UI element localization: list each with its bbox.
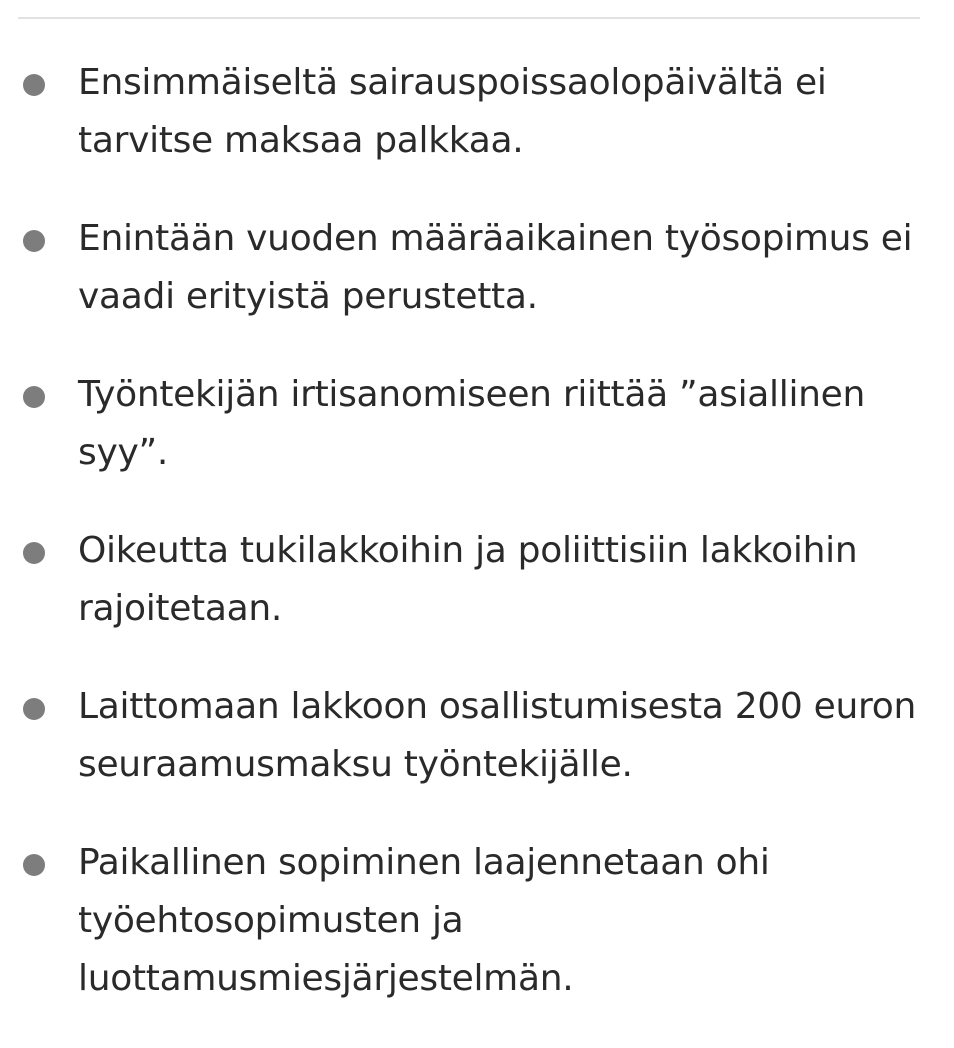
list-item-text: Työntekijän irtisanomiseen riittää ”asiallinen syy”. [78, 374, 866, 473]
bullet-dot-icon [23, 74, 45, 96]
list-item-text: Paikallinen sopiminen laajennetaan ohi työehtosopimusten ja luottamusmiesjärjestelmän. [78, 842, 770, 999]
bullet-dot-icon [23, 230, 45, 252]
list-item-text: Oikeutta tukilakkoihin ja poliittisiin lakkoihin rajoitetaan. [78, 530, 858, 629]
bullet-dot-icon [23, 698, 45, 720]
list-item [0, 366, 954, 482]
list-item-text: Enintään vuoden määräaikainen työsopimus ei vaadi erityistä perustetta. [78, 218, 913, 317]
top-divider [18, 17, 920, 19]
list-item-text: Ensimmäiseltä sairauspoissaolopäivältä ei tarvitse maksaa palkkaa. [78, 62, 827, 161]
list-item [0, 522, 954, 638]
list-item-text: Laittomaan lakkoon osallistumisesta 200 euron seuraamusmaksu työntekijälle. [78, 686, 916, 785]
bullet-list [0, 54, 954, 1048]
bullet-dot-icon [23, 542, 45, 564]
list-item [0, 834, 954, 1008]
list-item [0, 678, 954, 794]
bullet-dot-icon [23, 386, 45, 408]
list-item [0, 54, 954, 170]
list-item [0, 210, 954, 326]
bullet-dot-icon [23, 854, 45, 876]
